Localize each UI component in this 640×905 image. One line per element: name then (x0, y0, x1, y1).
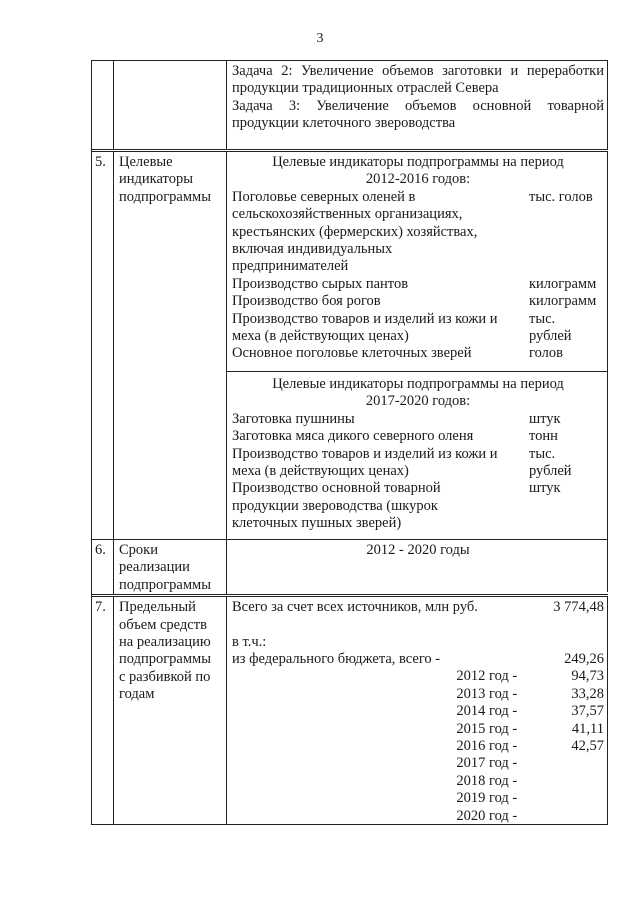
total-label: Всего за счет всех источников, млн руб. (232, 599, 478, 616)
indicator-text: меха (в действующих ценах) (232, 328, 409, 345)
row-name-line: подпрограммы (119, 651, 211, 668)
indicator-unit: штук (529, 480, 561, 497)
year-row (232, 703, 604, 720)
indicator-unit: тыс. (529, 445, 556, 462)
indicator-text: Производство товаров и изделий из кожи и (232, 445, 498, 462)
year-value (517, 808, 604, 825)
table-row-terms (92, 540, 608, 597)
year-label: 2016 год - (456, 738, 518, 755)
indicator-text: меха (в действующих ценах) (232, 462, 409, 479)
indicator-text: продукции звероводства (шкурок (232, 497, 438, 514)
year-value (517, 755, 604, 772)
year-row (232, 790, 604, 807)
year-label: 2013 год - (456, 685, 518, 702)
row-number: 6. (92, 540, 114, 594)
period2-section (227, 371, 607, 533)
row-number: 7. (92, 597, 114, 824)
indicator-text: Заготовка пушнины (232, 410, 355, 427)
indicator-text: Производство боя рогов (232, 293, 381, 310)
year-value: 42,57 (571, 738, 604, 755)
federal-row (232, 651, 604, 668)
period-heading: Целевые индикаторы подпрограммы на период (272, 375, 564, 392)
table-row-funding (92, 597, 608, 825)
row-name-line: Предельный (119, 599, 196, 616)
total-value: 3 774,48 (553, 599, 604, 616)
year-label: 2014 год - (456, 703, 518, 720)
indicator-unit: килограмм (529, 275, 597, 292)
row-name-line: индикаторы (119, 171, 193, 188)
row-name (114, 540, 227, 594)
indicator-unit: тонн (529, 428, 558, 445)
indicator-text: Производство основной товарной (232, 480, 441, 497)
row-number: 5. (92, 152, 114, 539)
indicator-item (232, 189, 604, 276)
indicator-item (232, 293, 604, 310)
indicator-unit: килограмм (529, 293, 597, 310)
year-row (232, 738, 604, 755)
row-name-line: подпрограммы (119, 188, 211, 205)
terms-value: 2012 - 2020 годы (366, 542, 470, 558)
row-name-line: реализации (119, 559, 190, 576)
row-name (114, 61, 227, 149)
funding-cell (227, 597, 608, 824)
indicator-item (232, 428, 604, 445)
indicator-text: Производство товаров и изделий из кожи и (232, 310, 498, 327)
row-number (92, 61, 114, 149)
year-label: 2018 год - (456, 772, 518, 789)
task-line: продукции традиционных отраслей Севера (232, 80, 499, 97)
year-value: 94,73 (571, 668, 604, 685)
row-name-line: годам (119, 686, 155, 703)
table-row-indicators (92, 152, 608, 540)
indicator-text: Поголовье северных оленей в (232, 188, 416, 205)
row-name-line: Сроки (119, 542, 158, 558)
indicator-text: Производство сырых пантов (232, 275, 409, 292)
tasks-cell (227, 61, 608, 149)
year-value: 33,28 (571, 685, 604, 702)
federal-value: 249,26 (564, 651, 604, 668)
year-label: 2015 год - (456, 720, 518, 737)
indicator-unit: голов (529, 345, 563, 362)
period-heading: 2017-2020 годов: (365, 393, 471, 410)
indicator-unit: рублей (529, 328, 572, 345)
year-row (232, 773, 604, 790)
indicator-unit: тыс. голов (529, 188, 593, 205)
row-name-line: объем средств (119, 616, 207, 633)
year-row (232, 686, 604, 703)
passport-table (91, 60, 608, 825)
row-name-line: подпрограммы (119, 576, 211, 593)
year-row (232, 755, 604, 772)
indicator-text: сельскохозяйственных организациях, (232, 206, 463, 223)
year-row (232, 808, 604, 825)
indicator-item (232, 276, 604, 293)
year-label: 2017 год - (456, 755, 518, 772)
year-value: 37,57 (571, 703, 604, 720)
indicator-item (232, 345, 604, 362)
indicator-text: клеточных пушных зверей) (232, 515, 402, 532)
year-label: 2020 год - (456, 807, 518, 824)
indicator-text: крестьянских (фермерских) хозяйствах, (232, 223, 478, 240)
year-value (517, 790, 604, 807)
indicator-text: Заготовка мяса дикого северного оленя (232, 428, 474, 445)
indicator-item (232, 311, 604, 346)
terms-cell (227, 540, 608, 592)
indicator-unit: рублей (529, 462, 572, 479)
total-row (232, 599, 604, 616)
period-heading: Целевые индикаторы подпрограммы на период (272, 154, 564, 170)
year-row (232, 721, 604, 738)
row-name-line: с разбивкой по (119, 668, 211, 685)
row-name-line: на реализацию (119, 634, 211, 651)
year-value (517, 773, 604, 790)
year-value: 41,11 (571, 720, 604, 737)
table-row-tasks (92, 61, 608, 152)
indicator-item (232, 480, 604, 532)
incl-label: в т.ч.: (232, 633, 267, 650)
indicator-text: предпринимателей (232, 258, 349, 275)
federal-label: из федерального бюджета, всего - (232, 651, 441, 668)
year-label: 2012 год - (456, 668, 518, 685)
row-name (114, 152, 227, 539)
row-name-line: Целевые (119, 154, 173, 170)
indicators-cell (227, 152, 608, 539)
period-heading: 2012-2016 годов: (365, 171, 471, 188)
indicator-text: включая индивидуальных (232, 241, 393, 258)
year-label: 2019 год - (456, 790, 518, 807)
indicator-item (232, 446, 604, 481)
task-line: Задача 2: Увеличение объемов заготовки и переработки (232, 63, 604, 79)
indicator-unit: тыс. (529, 310, 556, 327)
page-number: 3 (316, 31, 324, 46)
year-row (232, 668, 604, 685)
indicator-item (232, 411, 604, 428)
indicator-unit: штук (529, 410, 561, 427)
indicator-text: Основное поголовье клеточных зверей (232, 345, 472, 362)
task-line: Задача 3: Увеличение объемов основной товарной (232, 97, 604, 114)
row-name (114, 597, 227, 824)
task-line: продукции клеточного звероводства (232, 115, 456, 132)
